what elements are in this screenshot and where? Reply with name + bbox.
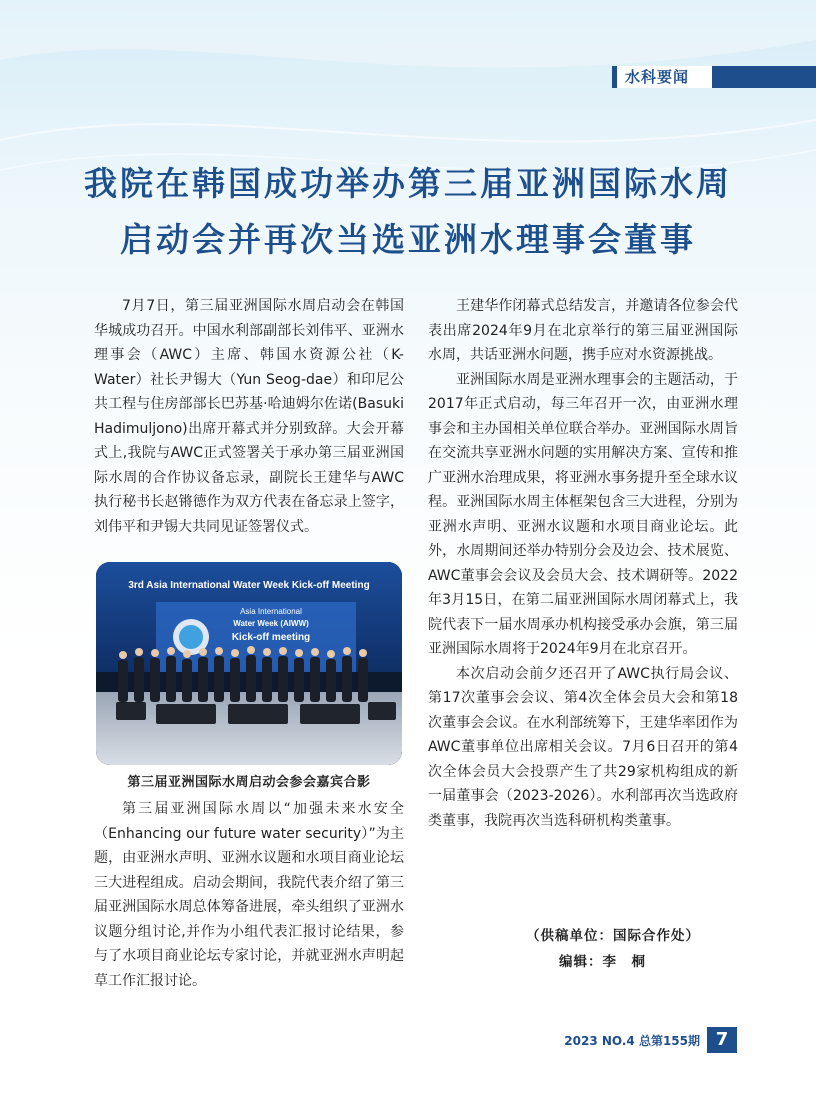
screen-text-3: Kick-off meeting: [231, 632, 311, 643]
article-title: [0, 156, 816, 268]
screen-text-1: Asia International: [240, 607, 302, 616]
group-photo-illustration: [96, 562, 402, 765]
title-line-1: 我院在韩国成功举办第三届亚洲国际水周: [84, 164, 732, 203]
group-photo: [96, 562, 402, 765]
page-number: 7: [707, 1027, 737, 1053]
section-bar: [612, 66, 617, 88]
screen-heading: 3rd Asia International Water Week Kick-off Meeting: [128, 580, 370, 591]
paragraph: 7月7日，第三届亚洲国际水周启动会在韩国华城成功召开。中国水利部副部长刘伟平、亚洲水理事会（AWC）主席、韩国水资源公社（K-Water）社长尹锡大（Yun Seog-dae）和印尼公共工程与住房部部长巴苏基·哈迪姆尔佐诺(Basuki Hadimuljono)出席开幕式并分别致辞。大会开幕式上,我院与AWC正式签署关于承办第三届亚洲国际水周的合作协议备忘录，副院长王建华与AWC执行秘书长赵锵德作为双方代表在备忘录上签字，刘伟平和尹锡大共同见证签署仪式。: [94, 298, 404, 535]
paragraph: 亚洲国际水周是亚洲水理事会的主题活动，于2017年正式启动，每三年召开一次，由亚洲水理事会和主办国相关单位联合举办。亚洲国际水周旨在交流共享亚洲水问题的实用解决方案、宣传和推广亚洲水治理成果，将亚洲水事务提升至全球水议程。亚洲国际水周主体框架包含三大进程，分别为亚洲水声明、亚洲水议题和水项目商业论坛。此外，水周期间还举办特别分会及边会、技术展览、AWC董事会会议及会员大会、技术调研等。2022年3月15日，在第二届亚洲国际水周闭幕式上，我院代表下一届水周承办机构接受承办会旗，第三届亚洲国际水周将于2024年9月在北京召开。: [428, 371, 738, 657]
paragraph: 本次启动会前夕还召开了AWC执行局会议、第17次董事会会议、第4次全体会员大会和第18次董事会会议。在水利部统筹下，王建华率团作为AWC董事单位出席相关会议。7月6日召开的第4次全体会员大会投票产生了共29家机构组成的新一届董事会（2023-2026）。水利部再次当选政府类董事，我院再次当选科研机构类董事。: [428, 665, 738, 829]
left-column-top: [94, 294, 404, 539]
right-column: [428, 294, 738, 833]
supplier-credit: （供稿单位：国际合作处）: [526, 928, 700, 944]
section-label: 水科要闻: [625, 68, 690, 86]
photo-caption: 第三届亚洲国际水周启动会参会嘉宾合影: [127, 775, 371, 790]
issue-info: 2023 NO.4 总第155期: [564, 1034, 700, 1048]
paragraph: 第三届亚洲国际水周以“加强未来水安全（Enhancing our future water security）”为主题，由亚洲水声明、亚洲水议题和水项目商业论坛三大进程组成。启动会期间，我院代表介绍了第三届亚洲国际水周总体筹备进展，牵头组织了亚洲水议题分组讨论,并作为小组代表汇报讨论结果，参与了水项目商业论坛专家讨论，并就亚洲水声明起草工作汇报讨论。: [94, 801, 404, 989]
title-line-2: 启动会并再次当选亚洲水理事会董事: [120, 220, 696, 259]
section-fill-bar: [712, 66, 816, 88]
editor-credit: 编辑：李 桐: [559, 954, 646, 970]
paragraph: 王建华作闭幕式总结发言，并邀请各位参会代表出席2024年9月在北京举行的第三届亚洲国际水周，共话亚洲水问题，携手应对水资源挑战。: [428, 298, 738, 363]
screen-text-2: Water Week (AIWW): [233, 619, 309, 628]
left-column-bottom: [94, 797, 404, 993]
